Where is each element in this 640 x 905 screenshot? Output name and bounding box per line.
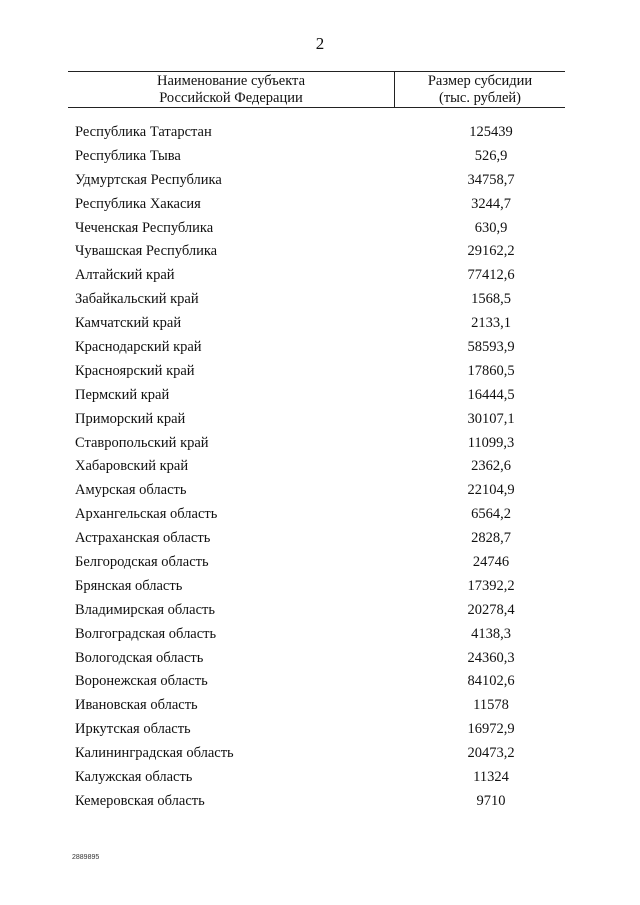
region-name: Архангельская область — [75, 506, 218, 523]
region-name: Калужская область — [75, 769, 193, 786]
subsidy-value: 17392,2 — [467, 577, 515, 594]
subsidy-value: 2828,7 — [471, 530, 511, 547]
table-row — [0, 647, 640, 671]
subsidy-value: 16444,5 — [467, 386, 515, 403]
subsidy-value: 630,9 — [474, 219, 508, 236]
subsidy-value: 11099,3 — [467, 434, 515, 451]
region-name: Удмуртская Республика — [75, 171, 222, 188]
region-name: Хабаровский край — [75, 458, 189, 475]
table-row — [0, 264, 640, 288]
table-row — [0, 288, 640, 312]
subsidy-value: 11324 — [473, 769, 509, 786]
header-subsidy-line-2: (тыс. рублей) — [439, 90, 521, 106]
subsidy-value: 58593,9 — [467, 339, 515, 356]
table-header-bottom-rule — [68, 107, 565, 108]
region-name: Волгоградская область — [75, 625, 217, 642]
subsidy-value: 77412,6 — [467, 267, 515, 284]
table-row — [0, 121, 640, 145]
region-name: Кемеровская область — [75, 792, 205, 809]
table-row — [0, 217, 640, 241]
region-name: Брянская область — [75, 577, 183, 594]
table-row — [0, 790, 640, 814]
table-row — [0, 432, 640, 456]
subsidy-value: 2133,1 — [471, 315, 511, 332]
subsidy-value: 125439 — [469, 124, 513, 140]
region-name: Красноярский край — [75, 362, 195, 379]
region-name: Республика Хакасия — [75, 195, 201, 212]
subsidy-value: 29162,2 — [467, 243, 515, 260]
table-row — [0, 742, 640, 766]
region-name: Вологодская область — [75, 649, 204, 666]
subsidy-value: 9710 — [476, 792, 506, 809]
table-row — [0, 599, 640, 623]
region-name: Республика Татарстан — [75, 124, 212, 140]
region-name: Республика Тыва — [75, 147, 181, 164]
subsidy-value: 24746 — [472, 554, 510, 571]
document-code: 2889895 — [72, 854, 100, 861]
subsidy-value: 6564,2 — [471, 506, 511, 523]
region-name: Белгородская область — [75, 554, 209, 571]
table-row — [0, 408, 640, 432]
header-subsidy — [395, 73, 565, 107]
region-name: Чеченская Республика — [75, 219, 214, 236]
table-row — [0, 360, 640, 384]
table-row — [0, 455, 640, 479]
table-top-rule — [68, 71, 565, 72]
subsidy-value: 11578 — [473, 697, 509, 714]
subsidy-value: 1568,5 — [471, 291, 511, 308]
region-name: Алтайский край — [75, 267, 175, 284]
subsidy-value: 22104,9 — [467, 482, 515, 499]
region-name: Амурская область — [75, 482, 187, 499]
table-row — [0, 384, 640, 408]
page-number: 2 — [315, 34, 325, 53]
subsidy-value: 4138,3 — [471, 625, 511, 642]
subsidy-value: 526,9 — [474, 147, 508, 164]
region-name: Ивановская область — [75, 697, 198, 714]
region-name: Чувашская Республика — [75, 243, 218, 260]
subsidy-value: 24360,3 — [467, 649, 515, 666]
subsidy-value: 3244,7 — [471, 195, 511, 212]
table-row — [0, 336, 640, 360]
table-row — [0, 623, 640, 647]
subsidy-value: 20278,4 — [467, 601, 515, 618]
region-name: Ставропольский край — [75, 434, 209, 451]
table-row — [0, 479, 640, 503]
region-name: Приморский край — [75, 410, 186, 427]
table-row — [0, 575, 640, 599]
table-row — [0, 240, 640, 264]
subsidy-value: 84102,6 — [467, 673, 515, 690]
table-row — [0, 312, 640, 336]
table-body — [0, 121, 640, 814]
table-row — [0, 145, 640, 169]
region-name: Забайкальский край — [75, 291, 199, 308]
region-name: Пермский край — [75, 386, 170, 403]
table-row — [0, 694, 640, 718]
table-row — [0, 527, 640, 551]
subsidy-value: 20473,2 — [467, 745, 515, 762]
table-row — [0, 169, 640, 193]
region-name: Астраханская область — [75, 530, 211, 547]
header-subsidy-line-1: Размер субсидии — [427, 73, 533, 89]
subsidy-value: 2362,6 — [471, 458, 511, 475]
header-subject-line-1: Наименование субъекта — [156, 73, 306, 89]
table-row — [0, 766, 640, 790]
table-row — [0, 551, 640, 575]
region-name: Калининградская область — [75, 745, 234, 762]
subsidy-value: 30107,1 — [467, 410, 515, 427]
region-name: Владимирская область — [75, 601, 215, 618]
table-row — [0, 670, 640, 694]
subsidy-value: 16972,9 — [467, 721, 515, 738]
region-name: Иркутская область — [75, 721, 191, 738]
subsidy-value: 34758,7 — [467, 171, 515, 188]
region-name: Воронежская область — [75, 673, 208, 690]
table-row — [0, 503, 640, 527]
table-row — [0, 193, 640, 217]
table-row — [0, 718, 640, 742]
region-name: Краснодарский край — [75, 339, 202, 356]
header-subject-line-2: Российской Федерации — [159, 90, 303, 106]
header-subject — [68, 73, 394, 107]
region-name: Камчатский край — [75, 315, 182, 332]
subsidy-value: 17860,5 — [467, 362, 515, 379]
